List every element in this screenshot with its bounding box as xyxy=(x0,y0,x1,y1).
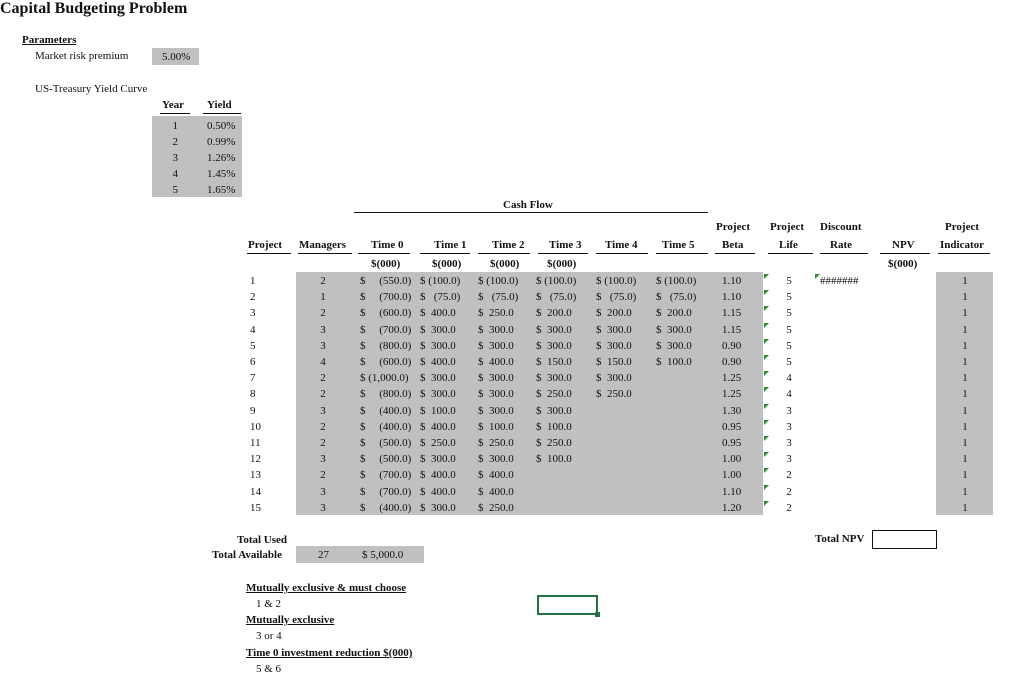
time0-cell[interactable]: $ (400.0) xyxy=(360,420,412,433)
time2-cell[interactable]: $ 250.0 xyxy=(478,437,514,449)
managers-cell[interactable]: 2 xyxy=(320,388,326,401)
time0-cell[interactable]: $ (500.0) xyxy=(360,437,412,449)
time4-cell[interactable] xyxy=(596,484,654,500)
project-number-cell[interactable]: 7 xyxy=(250,372,256,385)
time0-cell[interactable]: $ (500.0) xyxy=(360,453,412,466)
time0-cell[interactable]: $ (600.0) xyxy=(360,356,412,368)
time4-cell[interactable]: $ 150.0 xyxy=(596,356,632,368)
comment-indicator-icon xyxy=(764,306,769,311)
managers-cell[interactable]: 3 xyxy=(320,404,326,417)
constraint3-heading: Time 0 investment reduction $(000) xyxy=(246,647,413,659)
time4-cell[interactable]: $ 300.0 xyxy=(596,372,632,385)
time3-cell[interactable]: $ 300.0 xyxy=(536,339,572,352)
time4-cell[interactable] xyxy=(596,435,654,451)
total-available-label: Total Available xyxy=(212,549,282,561)
managers-cell[interactable]: 2 xyxy=(320,437,326,449)
yield-curve-heading: US-Treasury Yield Curve xyxy=(35,83,148,95)
beta-cell[interactable]: 1.10 xyxy=(722,485,742,498)
col-managers: Managers xyxy=(299,239,347,251)
project-number-cell[interactable]: 10 xyxy=(250,420,261,433)
life-cell[interactable]: 5 xyxy=(786,323,792,336)
year-header: Year xyxy=(162,99,184,111)
beta-cell[interactable]: 0.90 xyxy=(722,356,742,368)
discount-rate-cell[interactable] xyxy=(820,322,870,338)
indicator-cell[interactable]: 1 xyxy=(962,485,968,498)
managers-cell[interactable]: 1 xyxy=(320,291,326,304)
beta-cell[interactable]: 0.95 xyxy=(722,437,742,449)
comment-indicator-icon xyxy=(764,339,769,344)
col-rate-bottom: Rate xyxy=(830,239,852,251)
time1-cell[interactable]: $ 400.0 xyxy=(420,420,456,433)
time1-cell[interactable]: $ 400.0 xyxy=(420,485,456,498)
beta-cell[interactable]: 1.25 xyxy=(722,372,742,385)
constraint1-heading: Mutually exclusive & must choose xyxy=(246,582,407,594)
col-time4: Time 4 xyxy=(605,239,638,251)
discount-rate-cell[interactable] xyxy=(820,289,870,305)
time0-cell[interactable]: $ (600.0) xyxy=(360,307,412,320)
discount-rate-cell[interactable]: ####### xyxy=(820,275,859,287)
time3-cell[interactable] xyxy=(536,484,594,500)
managers-cell[interactable]: 3 xyxy=(320,501,326,514)
comment-indicator-icon xyxy=(764,355,769,360)
comment-indicator-icon xyxy=(764,387,769,392)
yield-value-cell[interactable]: 1.65% xyxy=(207,184,236,196)
beta-cell[interactable]: 1.25 xyxy=(722,388,742,401)
total-npv-label: Total NPV xyxy=(815,533,865,545)
col-time2: Time 2 xyxy=(492,239,525,251)
col-life-bottom: Life xyxy=(779,239,798,251)
project-number-cell[interactable]: 5 xyxy=(250,339,256,352)
life-cell[interactable]: 2 xyxy=(786,485,792,498)
time1-cell[interactable]: $ 400.0 xyxy=(420,469,456,482)
comment-indicator-icon xyxy=(815,274,820,279)
comment-indicator-icon xyxy=(764,420,769,425)
time1-cell[interactable]: $ 300.0 xyxy=(420,323,456,336)
comment-indicator-icon xyxy=(764,485,769,490)
time2-cell[interactable]: $ 300.0 xyxy=(478,453,514,466)
unit-time2: $(000) xyxy=(490,258,520,270)
col-time0: Time 0 xyxy=(371,239,404,251)
selected-cell[interactable] xyxy=(537,595,598,615)
col-time3: Time 3 xyxy=(549,239,582,251)
market-risk-premium-value: 5.00% xyxy=(162,51,191,63)
time3-cell[interactable]: $ 300.0 xyxy=(536,372,572,385)
total-available-budget: $ 5,000.0 xyxy=(362,549,404,561)
col-indicator-bottom: Indicator xyxy=(940,239,984,251)
indicator-cell[interactable]: 1 xyxy=(962,453,968,466)
unit-npv: $(000) xyxy=(888,258,918,270)
managers-cell[interactable]: 2 xyxy=(320,275,326,287)
time2-cell[interactable]: $ 400.0 xyxy=(478,485,514,498)
time5-cell[interactable] xyxy=(656,435,714,451)
indicator-cell[interactable]: 1 xyxy=(962,372,968,385)
time1-cell[interactable]: $ 300.0 xyxy=(420,388,456,401)
time0-cell[interactable]: $ (700.0) xyxy=(360,485,412,498)
project-number-cell[interactable]: 12 xyxy=(250,453,261,466)
time5-cell[interactable] xyxy=(656,500,714,516)
life-cell[interactable]: 4 xyxy=(786,388,792,401)
managers-cell[interactable]: 2 xyxy=(320,469,326,482)
beta-cell[interactable]: 1.00 xyxy=(722,469,742,482)
time0-cell[interactable]: $ (800.0) xyxy=(360,339,412,352)
constraint1-value: 1 & 2 xyxy=(256,598,282,610)
time3-cell[interactable]: $ (75.0) xyxy=(536,291,577,304)
time2-cell[interactable]: $ 300.0 xyxy=(478,372,514,385)
col-npv: NPV xyxy=(892,239,915,251)
time1-cell[interactable]: $ (100.0) xyxy=(420,275,461,287)
managers-cell[interactable]: 3 xyxy=(320,339,326,352)
indicator-cell[interactable]: 1 xyxy=(962,307,968,320)
time4-cell[interactable] xyxy=(596,500,654,516)
project-number-cell[interactable]: 9 xyxy=(250,404,256,417)
indicator-cell[interactable]: 1 xyxy=(962,404,968,417)
time4-cell[interactable]: $ 250.0 xyxy=(596,388,632,401)
comment-indicator-icon xyxy=(764,452,769,457)
time5-cell[interactable]: $ 200.0 xyxy=(656,307,692,320)
comment-indicator-icon xyxy=(764,274,769,279)
yield-value-cell[interactable]: 1.45% xyxy=(207,168,236,180)
discount-rate-cell[interactable] xyxy=(820,338,870,354)
time5-cell[interactable] xyxy=(656,403,714,419)
market-risk-premium-label: Market risk premium xyxy=(35,50,129,62)
yield-year-cell[interactable]: 3 xyxy=(172,152,178,164)
managers-cell[interactable]: 2 xyxy=(320,372,326,385)
yield-year-cell[interactable]: 1 xyxy=(172,120,178,132)
managers-cell[interactable]: 2 xyxy=(320,420,326,433)
beta-cell[interactable]: 1.30 xyxy=(722,404,742,417)
comment-indicator-icon xyxy=(764,371,769,376)
time1-cell[interactable]: $ 400.0 xyxy=(420,307,456,320)
discount-rate-cell[interactable] xyxy=(820,484,870,500)
indicator-cell[interactable]: 1 xyxy=(962,501,968,514)
time5-cell[interactable]: $ 300.0 xyxy=(656,323,692,336)
time5-cell[interactable] xyxy=(656,484,714,500)
discount-rate-cell[interactable] xyxy=(820,386,870,402)
total-available-range[interactable] xyxy=(296,546,424,563)
yield-year-cell[interactable]: 4 xyxy=(172,168,178,180)
beta-cell[interactable]: 1.20 xyxy=(722,501,742,514)
discount-rate-cell[interactable] xyxy=(820,419,870,435)
indicator-cell[interactable]: 1 xyxy=(962,275,968,287)
unit-time0: $(000) xyxy=(371,258,401,270)
time1-cell[interactable]: $ (75.0) xyxy=(420,291,461,304)
yield-year-cell[interactable]: 5 xyxy=(172,184,178,196)
life-cell[interactable]: 5 xyxy=(786,339,792,352)
beta-cell[interactable]: 1.15 xyxy=(722,323,742,336)
time4-cell[interactable]: $ 200.0 xyxy=(596,307,632,320)
managers-cell[interactable]: 3 xyxy=(320,453,326,466)
time5-cell[interactable]: $ (75.0) xyxy=(656,291,697,304)
project-number-cell[interactable]: 14 xyxy=(250,485,261,498)
time2-cell[interactable]: $ 250.0 xyxy=(478,501,514,514)
constraint2-value: 3 or 4 xyxy=(256,630,282,642)
managers-cell[interactable]: 4 xyxy=(320,356,326,368)
project-number-cell[interactable]: 2 xyxy=(250,291,256,304)
time1-cell[interactable]: $ 300.0 xyxy=(420,372,456,385)
discount-rate-cell[interactable] xyxy=(820,467,870,483)
parameters-heading: Parameters xyxy=(22,34,77,46)
comment-indicator-icon xyxy=(764,501,769,506)
time0-cell[interactable]: $ (700.0) xyxy=(360,291,412,304)
col-indicator-top: Project xyxy=(945,221,979,233)
beta-cell[interactable]: 1.10 xyxy=(722,291,742,304)
life-cell[interactable]: 5 xyxy=(786,356,792,368)
life-cell[interactable]: 5 xyxy=(786,291,792,304)
life-cell[interactable]: 2 xyxy=(786,501,792,514)
time2-cell[interactable]: $ 300.0 xyxy=(478,388,514,401)
time3-cell[interactable]: $ 200.0 xyxy=(536,307,572,320)
unit-time1: $(000) xyxy=(432,258,462,270)
time4-cell[interactable]: $ 300.0 xyxy=(596,339,632,352)
time0-cell[interactable]: $ (1,000.0) xyxy=(360,372,409,385)
discount-rate-cell[interactable] xyxy=(820,354,870,370)
indicator-cell[interactable]: 1 xyxy=(962,339,968,352)
time4-cell[interactable] xyxy=(596,403,654,419)
time1-cell[interactable]: $ 250.0 xyxy=(420,437,456,449)
time1-cell[interactable]: $ 300.0 xyxy=(420,453,456,466)
time2-cell[interactable]: $ 400.0 xyxy=(478,356,514,368)
time4-cell[interactable] xyxy=(596,419,654,435)
constraint2-heading: Mutually exclusive xyxy=(246,614,335,626)
time2-cell[interactable]: $ 100.0 xyxy=(478,420,514,433)
time4-cell[interactable]: $ (100.0) xyxy=(596,275,637,287)
time2-cell[interactable]: $ 300.0 xyxy=(478,339,514,352)
time0-cell[interactable]: $ (550.0) xyxy=(360,275,412,287)
indicator-cell[interactable]: 1 xyxy=(962,291,968,304)
discount-rate-cell[interactable] xyxy=(820,500,870,516)
time0-cell[interactable]: $ (400.0) xyxy=(360,501,412,514)
yield-header: Yield xyxy=(207,99,232,111)
yield-value-cell[interactable]: 1.26% xyxy=(207,152,236,164)
life-cell[interactable]: 2 xyxy=(786,469,792,482)
life-cell[interactable]: 3 xyxy=(786,453,792,466)
managers-cell[interactable]: 2 xyxy=(320,307,326,320)
comment-indicator-icon xyxy=(764,323,769,328)
project-number-cell[interactable]: 3 xyxy=(250,307,256,320)
project-number-cell[interactable]: 13 xyxy=(250,469,261,482)
time5-cell[interactable] xyxy=(656,386,714,402)
comment-indicator-icon xyxy=(764,436,769,441)
time3-cell[interactable]: $ 250.0 xyxy=(536,437,572,449)
discount-rate-cell[interactable] xyxy=(820,305,870,321)
time3-cell[interactable]: $ 100.0 xyxy=(536,420,572,433)
life-cell[interactable]: 4 xyxy=(786,372,792,385)
time5-cell[interactable]: $ 100.0 xyxy=(656,356,692,368)
time0-cell[interactable]: $ (800.0) xyxy=(360,388,412,401)
time0-cell[interactable]: $ (700.0) xyxy=(360,469,412,482)
time2-cell[interactable]: $ (75.0) xyxy=(478,291,519,304)
time4-cell[interactable] xyxy=(596,467,654,483)
comment-indicator-icon xyxy=(764,468,769,473)
indicator-cell[interactable]: 1 xyxy=(962,356,968,368)
discount-rate-cell[interactable] xyxy=(820,403,870,419)
time4-cell[interactable] xyxy=(596,451,654,467)
project-number-cell[interactable]: 1 xyxy=(250,275,256,287)
project-number-cell[interactable]: 8 xyxy=(250,388,256,401)
time3-cell[interactable]: $ 250.0 xyxy=(536,388,572,401)
time5-cell[interactable]: $ (100.0) xyxy=(656,275,697,287)
time4-cell[interactable]: $ (75.0) xyxy=(596,291,637,304)
time3-cell[interactable]: $ (100.0) xyxy=(536,275,577,287)
time3-cell[interactable] xyxy=(536,500,594,516)
time3-cell[interactable] xyxy=(536,467,594,483)
time5-cell[interactable]: $ 300.0 xyxy=(656,339,692,352)
time1-cell[interactable]: $ 400.0 xyxy=(420,356,456,368)
time0-cell[interactable]: $ (400.0) xyxy=(360,404,412,417)
beta-cell[interactable]: 0.95 xyxy=(722,420,742,433)
time2-cell[interactable]: $ 250.0 xyxy=(478,307,514,320)
yield-value-cell[interactable]: 0.99% xyxy=(207,136,236,148)
unit-time3: $(000) xyxy=(547,258,577,270)
beta-cell[interactable]: 0.90 xyxy=(722,339,742,352)
time3-cell[interactable]: $ 300.0 xyxy=(536,323,572,336)
life-cell[interactable]: 3 xyxy=(786,404,792,417)
comment-indicator-icon xyxy=(764,290,769,295)
time3-cell[interactable]: $ 150.0 xyxy=(536,356,572,368)
beta-cell[interactable]: 1.15 xyxy=(722,307,742,320)
col-life-top: Project xyxy=(770,221,804,233)
time2-cell[interactable]: $ (100.0) xyxy=(478,275,519,287)
managers-cell[interactable]: 3 xyxy=(320,323,326,336)
project-number-cell[interactable]: 6 xyxy=(250,356,256,368)
comment-indicator-icon xyxy=(764,404,769,409)
time4-cell[interactable]: $ 300.0 xyxy=(596,323,632,336)
life-cell[interactable]: 3 xyxy=(786,420,792,433)
col-project: Project xyxy=(248,239,282,251)
col-time1: Time 1 xyxy=(434,239,467,251)
time3-cell[interactable]: $ 300.0 xyxy=(536,404,572,417)
beta-cell[interactable]: 1.10 xyxy=(722,275,742,287)
time5-cell[interactable] xyxy=(656,451,714,467)
col-rate-top: Discount xyxy=(820,221,862,233)
project-number-cell[interactable]: 15 xyxy=(250,501,261,514)
total-available-managers: 27 xyxy=(318,549,329,561)
life-cell[interactable]: 5 xyxy=(786,307,792,320)
time1-cell[interactable]: $ 300.0 xyxy=(420,501,456,514)
discount-rate-cell[interactable] xyxy=(820,370,870,386)
time1-cell[interactable]: $ 300.0 xyxy=(420,339,456,352)
project-number-cell[interactable]: 4 xyxy=(250,323,256,336)
indicator-cell[interactable]: 1 xyxy=(962,469,968,482)
indicator-cell[interactable]: 1 xyxy=(962,388,968,401)
col-beta-bottom: Beta xyxy=(722,239,744,251)
time1-cell[interactable]: $ 100.0 xyxy=(420,404,456,417)
time5-cell[interactable] xyxy=(656,370,714,386)
total-npv-cell[interactable] xyxy=(872,530,937,549)
indicator-cell[interactable]: 1 xyxy=(962,420,968,433)
col-beta-top: Project xyxy=(716,221,750,233)
time5-cell[interactable] xyxy=(656,419,714,435)
time2-cell[interactable]: $ 300.0 xyxy=(478,323,514,336)
discount-rate-cell[interactable] xyxy=(820,435,870,451)
yield-value-cell[interactable]: 0.50% xyxy=(207,120,236,132)
time3-cell[interactable]: $ 100.0 xyxy=(536,453,572,466)
cash-flow-label: Cash Flow xyxy=(503,199,553,211)
discount-rate-cell[interactable] xyxy=(820,451,870,467)
project-number-cell[interactable]: 11 xyxy=(250,437,261,449)
indicator-cell[interactable]: 1 xyxy=(962,437,968,449)
managers-cell[interactable]: 3 xyxy=(320,485,326,498)
life-cell[interactable]: 5 xyxy=(786,275,792,287)
yield-year-cell[interactable]: 2 xyxy=(172,136,178,148)
time0-cell[interactable]: $ (700.0) xyxy=(360,323,412,336)
time2-cell[interactable]: $ 300.0 xyxy=(478,404,514,417)
beta-cell[interactable]: 1.00 xyxy=(722,453,742,466)
life-cell[interactable]: 3 xyxy=(786,437,792,449)
constraint3-value: 5 & 6 xyxy=(256,663,282,675)
indicator-cell[interactable]: 1 xyxy=(962,323,968,336)
time2-cell[interactable]: $ 400.0 xyxy=(478,469,514,482)
sheet-title: Capital Budgeting Problem xyxy=(0,0,188,17)
time5-cell[interactable] xyxy=(656,467,714,483)
col-time5: Time 5 xyxy=(662,239,695,251)
total-used-label: Total Used xyxy=(237,534,288,546)
